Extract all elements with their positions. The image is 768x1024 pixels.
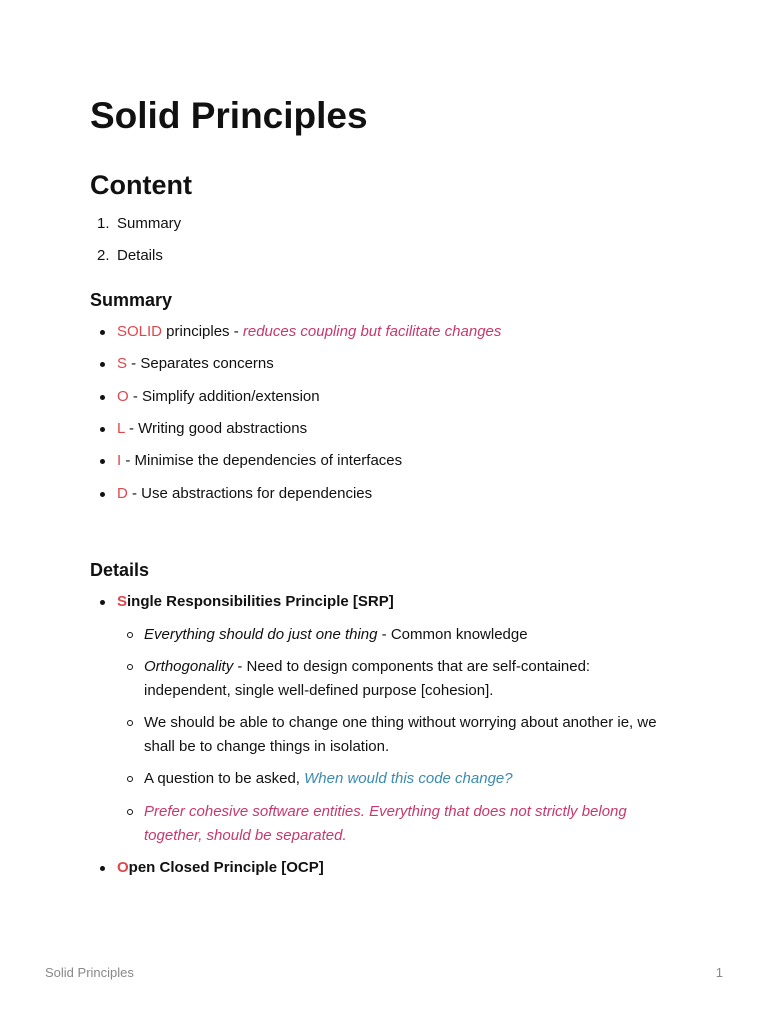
bullet-icon [100,459,105,464]
bullet-icon [100,362,105,367]
bullet-icon [100,395,105,400]
page-number: 1 [715,965,723,980]
bullet-icon [100,427,105,432]
bullet-icon [100,866,105,871]
bullet-icon [100,492,105,497]
toc-label: Summary [117,215,182,232]
letter-highlight: D [117,485,128,502]
toc-number: 2. [97,247,110,264]
italic-phrase: Orthogonality [144,658,234,675]
solid-highlight: SOLID [117,323,163,340]
principle-name: pen Closed Principle [OCP] [128,859,324,876]
summary-heading: Summary [90,290,173,310]
circle-bullet-icon [127,664,133,670]
sub-item-text: - Need to design components that are self-contained: independent, single well-defined purpose [cohesion]. [144,658,591,699]
bullet-icon [100,330,105,335]
list-item-text: - Separates concerns [127,355,274,372]
cohesive-note: Prefer cohesive software entities. Everything that does not strictly belong together, should be separated. [144,803,627,844]
list-item-text: - Use abstractions for dependencies [127,485,373,502]
sub-item-text: A question to be asked, [144,770,305,787]
letter-highlight: S [117,355,128,372]
footer-title: Solid Principles [45,965,134,980]
letter-highlight: O [117,388,129,405]
sub-item-text: We should be able to change one thing without worrying about another ie, we shall be to change things in isolation. [144,714,657,755]
details-heading: Details [90,560,150,580]
principle-name: ingle Responsibilities Principle [SRP] [127,593,394,610]
italic-phrase: Everything should do just one thing [144,626,378,643]
summary-note: reduces coupling but facilitate changes [242,323,502,340]
toc-number: 1. [97,215,110,232]
circle-bullet-icon [127,720,133,726]
principle-initial: S [117,593,128,610]
sub-item-text: - Common knowledge [377,626,528,643]
list-item-text: - Writing good abstractions [124,420,308,437]
list-item-text: - Minimise the dependencies of interfaces [121,452,403,469]
letter-highlight: I [117,452,122,469]
list-item-text: principles - [162,323,243,340]
circle-bullet-icon [127,776,133,782]
page-title: Solid Principles [90,95,368,136]
list-item-text: - Simplify addition/extension [128,388,320,405]
letter-highlight: L [117,420,125,437]
toc-label: Details [117,247,163,264]
question-text: When would this code change? [304,770,513,787]
circle-bullet-icon [127,809,133,815]
circle-bullet-icon [127,632,133,638]
bullet-icon [100,600,105,605]
principle-initial: O [117,859,129,876]
content-heading: Content [90,170,192,200]
